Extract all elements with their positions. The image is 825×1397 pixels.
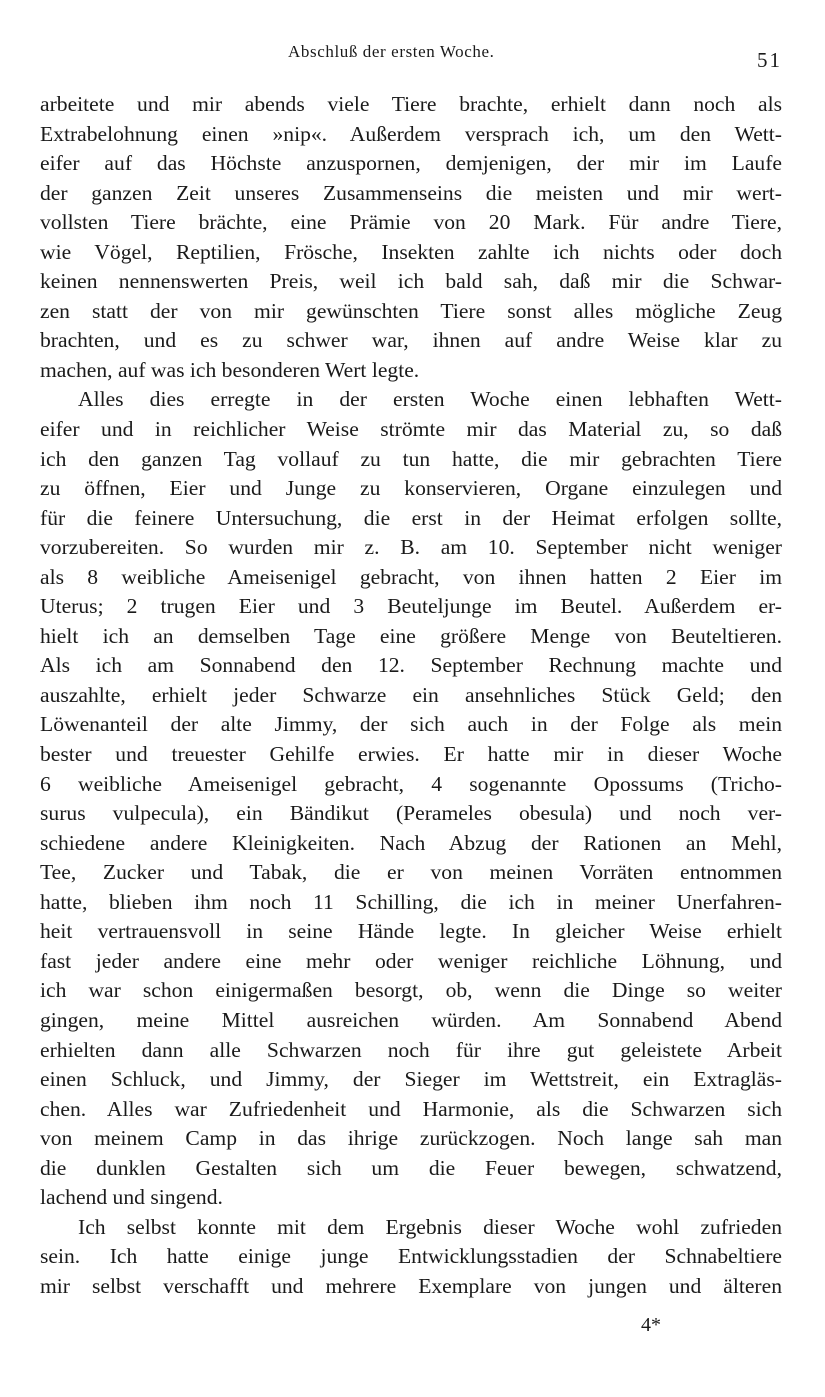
text-line: als 8 weibliche Ameisenigel gebracht, von ihnen hatten 2 Eier im [40,564,782,589]
text-line: Uterus; 2 trugen Eier und 3 Beuteljunge im Beutel. Außerdem er- [40,594,782,619]
running-header [0,42,825,72]
text-line: Als ich am Sonnabend den 12. September Rechnung machte und [40,653,782,678]
paragraph [40,1213,782,1302]
text-line: zu öffnen, Eier und Junge zu konservieren, Organe einzulegen und [40,476,782,501]
text-line: wie Vögel, Reptilien, Frösche, Insekten zahlte ich nichts oder doch [40,239,782,264]
running-title: Abschluß der ersten Woche. [288,42,495,61]
paragraph [40,385,782,1212]
text-line: ich den ganzen Tag vollauf zu tun hatte, die mir gebrachten Tiere [40,446,782,471]
text-line: auszahlte, erhielt jeder Schwarze ein ansehnliches Stück Geld; den [40,682,782,707]
text-line: machen, auf was ich besonderen Wert legte. [40,357,420,382]
page-number: 51 [757,48,782,72]
text-line: die dunklen Gestalten sich um die Feuer bewegen, schwatzend, [40,1155,782,1180]
text-line: eifer und in reichlicher Weise strömte mir das Material zu, so daß [40,417,782,442]
text-line: fast jeder andere eine mehr oder weniger reichliche Löhnung, und [40,948,782,973]
text-line: einen Schluck, und Jimmy, der Sieger im Wettstreit, ein Extragläs- [40,1067,782,1092]
text-line: chen. Alles war Zufriedenheit und Harmonie, als die Schwarzen sich [40,1096,782,1121]
text-line: hielt ich an demselben Tage eine größere Menge von Beuteltieren. [40,623,782,648]
text-line: bester und treuester Gehilfe erwies. Er hatte mir in dieser Woche [40,742,782,767]
text-line: der ganzen Zeit unseres Zusammenseins die meisten und mir wert- [40,180,782,205]
body-text [40,90,782,1301]
text-line: Tee, Zucker und Tabak, die er von meinen Vorräten entnommen [40,860,782,885]
text-line: Löwenanteil der alte Jimmy, der sich auch in der Folge als mein [40,712,782,737]
text-line: heit vertrauensvoll in seine Hände legte. In gleicher Weise erhielt [40,919,782,944]
text-line: arbeitete und mir abends viele Tiere brachte, erhielt dann noch als [40,92,782,116]
paragraph [40,90,782,385]
text-line: zen statt der von mir gewünschten Tiere sonst alles mögliche Zeug [40,298,782,323]
text-line: vorzubereiten. So wurden mir z. B. am 10. September nicht weniger [40,535,782,560]
text-line: hatte, blieben ihm noch 11 Schilling, die ich in meiner Unerfahren- [40,889,782,914]
text-line: vollsten Tiere brächte, eine Prämie von 20 Mark. Für andre Tiere, [40,210,782,235]
text-line: für die feinere Untersuchung, die erst in der Heimat erfolgen sollte, [40,505,782,530]
text-line: Extrabelohnung einen »nip«. Außerdem versprach ich, um den Wett- [40,121,782,146]
text-line: surus vulpecula), ein Bändikut (Perameles obesula) und noch ver- [40,801,782,826]
text-line: 6 weibliche Ameisenigel gebracht, 4 sogenannte Opossums (Tricho- [40,771,782,796]
text-line: von meinem Camp in das ihrige zurückzogen. Noch lange sah man [40,1126,782,1151]
text-line: eifer auf das Höchste anzuspornen, demjenigen, der mir im Laufe [40,151,782,176]
text-line: mir selbst verschafft und mehrere Exemplare von jungen und älteren [40,1273,782,1298]
text-line: keinen nennenswerten Preis, weil ich bald sah, daß mir die Schwar- [40,269,782,294]
text-line: brachten, und es zu schwer war, ihnen auf andre Weise klar zu [40,328,782,353]
text-line: ich war schon einigermaßen besorgt, ob, wenn die Dinge so weiter [40,978,782,1003]
text-line: gingen, meine Mittel ausreichen würden. Am Sonnabend Abend [40,1007,782,1032]
text-line: schiedene andere Kleinigkeiten. Nach Abzug der Rationen an Mehl, [40,830,782,855]
text-line: sein. Ich hatte einige junge Entwicklungsstadien der Schnabeltiere [40,1244,782,1269]
text-line: lachend und singend. [40,1185,223,1210]
text-line: Ich selbst konnte mit dem Ergebnis dieser Woche wohl zufrieden [78,1214,782,1239]
signature-mark: 4* [641,1314,661,1336]
text-line: Alles dies erregte in der ersten Woche einen lebhaften Wett- [78,387,782,412]
text-line: erhielten dann alle Schwarzen noch für ihre gut geleistete Arbeit [40,1037,782,1062]
